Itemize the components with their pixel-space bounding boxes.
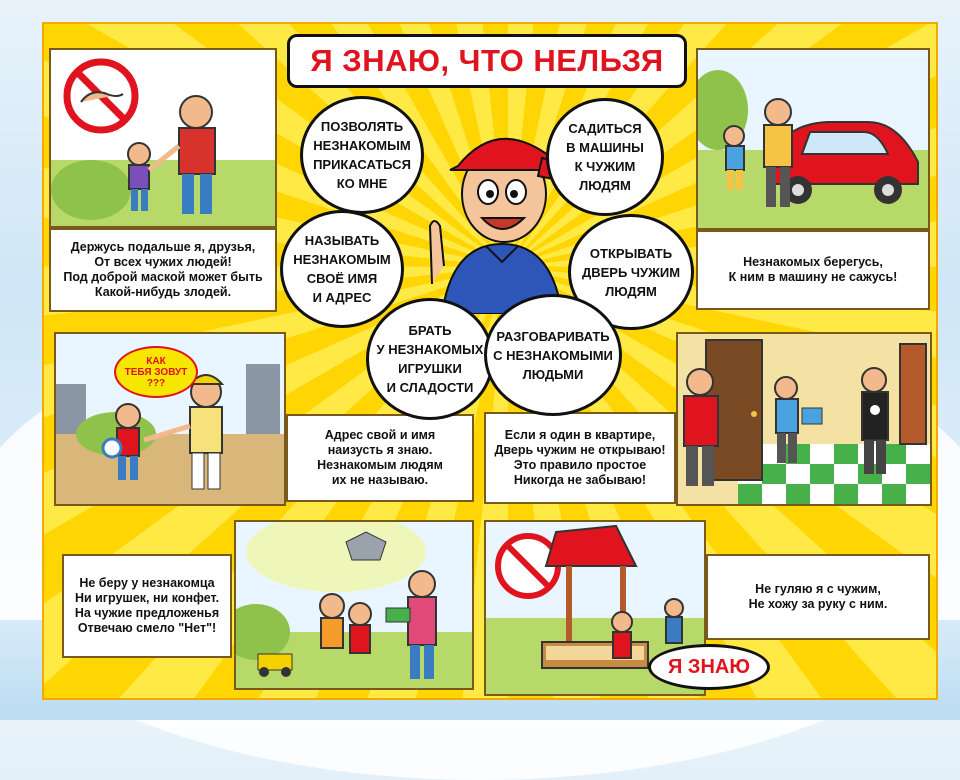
caption-line: К ним в машину не сажусь! xyxy=(728,270,898,284)
bubble-line: САДИТЬСЯ xyxy=(568,121,642,136)
caption-line: Незнакомых берегусь, xyxy=(743,255,883,269)
bubble-line: С НЕЗНАКОМЫМИ xyxy=(493,347,613,363)
caption-line: На чужие предложенья xyxy=(74,606,220,620)
bubble-car xyxy=(546,98,664,216)
poster xyxy=(42,22,938,700)
bubble-line: КО МНЕ xyxy=(336,176,388,191)
i-know-badge: Я ЗНАЮ xyxy=(648,644,770,690)
bubble-line: У НЕЗНАКОМЫХ xyxy=(376,342,484,357)
caption-line: Отвечаю смело "Нет"! xyxy=(77,621,217,635)
bubble-line: И АДРЕС xyxy=(312,290,372,305)
prohibition-icon xyxy=(67,62,135,130)
bubble-line: В МАШИНЫ xyxy=(566,140,644,155)
door-illustration xyxy=(678,334,930,504)
caption-line: их не называю. xyxy=(331,473,429,487)
caption-line: Дверь чужим не открываю! xyxy=(494,443,666,457)
bubble-line: НЕЗНАКОМЫМ xyxy=(293,252,391,267)
caption-line: Под доброй маской может быть xyxy=(63,270,263,284)
bubble-line: ИГРУШКИ xyxy=(398,361,462,376)
bubble-touch xyxy=(300,96,424,214)
bubble-line: ЛЮДЯМ xyxy=(579,178,631,193)
panel-toys xyxy=(234,520,474,690)
bubble-line: ЛЮДЯМ xyxy=(605,283,657,299)
caption-door xyxy=(484,412,676,504)
bubble-toys xyxy=(366,298,494,420)
bubble-line: СВОЁ ИМЯ xyxy=(306,271,378,286)
speech-line: ТЕБЯ ЗОВУТ xyxy=(124,366,188,378)
panel-stranger-car xyxy=(696,48,930,230)
caption-line: Адрес свой и имя xyxy=(324,428,436,442)
bubble-line: ПОЗВОЛЯТЬ xyxy=(320,119,404,134)
bubble-line: ЛЮДЬМИ xyxy=(522,366,584,382)
bubble-line: НЕЗНАКОМЫМ xyxy=(313,138,411,153)
bubble-line: И СЛАДОСТИ xyxy=(386,380,474,395)
caption-line: Не гуляю я с чужим, xyxy=(755,582,881,596)
panel-stranger-touch xyxy=(49,48,277,228)
caption-line: Это правило простое xyxy=(513,458,647,472)
stranger-touch-illustration xyxy=(51,50,275,226)
bubble-talk xyxy=(484,294,622,416)
caption-line: Держусь подальше я, друзья, xyxy=(70,240,256,254)
stranger-car-illustration xyxy=(698,50,928,228)
caption-toys xyxy=(62,554,232,658)
caption-sandbox xyxy=(706,554,930,640)
bubble-line: ПРИКАСАТЬСЯ xyxy=(313,157,411,172)
checkered-floor xyxy=(738,444,930,504)
caption-name-address xyxy=(286,414,474,502)
bubble-line: НАЗЫВАТЬ xyxy=(304,233,380,248)
caption-stranger-car xyxy=(696,230,930,310)
caption-line: Какой-нибудь злодей. xyxy=(94,285,232,299)
caption-line: От всех чужих людей! xyxy=(94,255,232,269)
caption-line: Если я один в квартире, xyxy=(504,428,656,442)
bubble-line: ДВЕРЬ ЧУЖИМ xyxy=(581,264,681,280)
bubble-line: РАЗГОВАРИВАТЬ xyxy=(496,328,610,344)
caption-line: Не хожу за руку с ним. xyxy=(748,597,888,611)
speech-line: ??? xyxy=(146,377,166,389)
bubble-name xyxy=(280,210,404,328)
panel-door xyxy=(676,332,932,506)
caption-line: Ни игрушек, ни конфет. xyxy=(74,591,220,605)
speech-bubble xyxy=(114,346,198,398)
caption-line: наизусть я знаю. xyxy=(327,443,433,457)
bubble-line: ОТКРЫВАТЬ xyxy=(589,245,673,261)
bubble-line: БРАТЬ xyxy=(408,323,452,338)
poster-title: Я ЗНАЮ, ЧТО НЕЛЬЗЯ xyxy=(287,34,687,88)
caption-line: Никогда не забываю! xyxy=(513,473,647,487)
caption-line: Не беру у незнакомца xyxy=(79,576,215,590)
caption-line: Незнакомым людям xyxy=(317,458,443,472)
caption-stranger-touch xyxy=(49,228,277,312)
bubble-line: К ЧУЖИМ xyxy=(574,159,636,174)
speech-line: КАК xyxy=(146,355,166,367)
toys-illustration xyxy=(236,522,472,688)
